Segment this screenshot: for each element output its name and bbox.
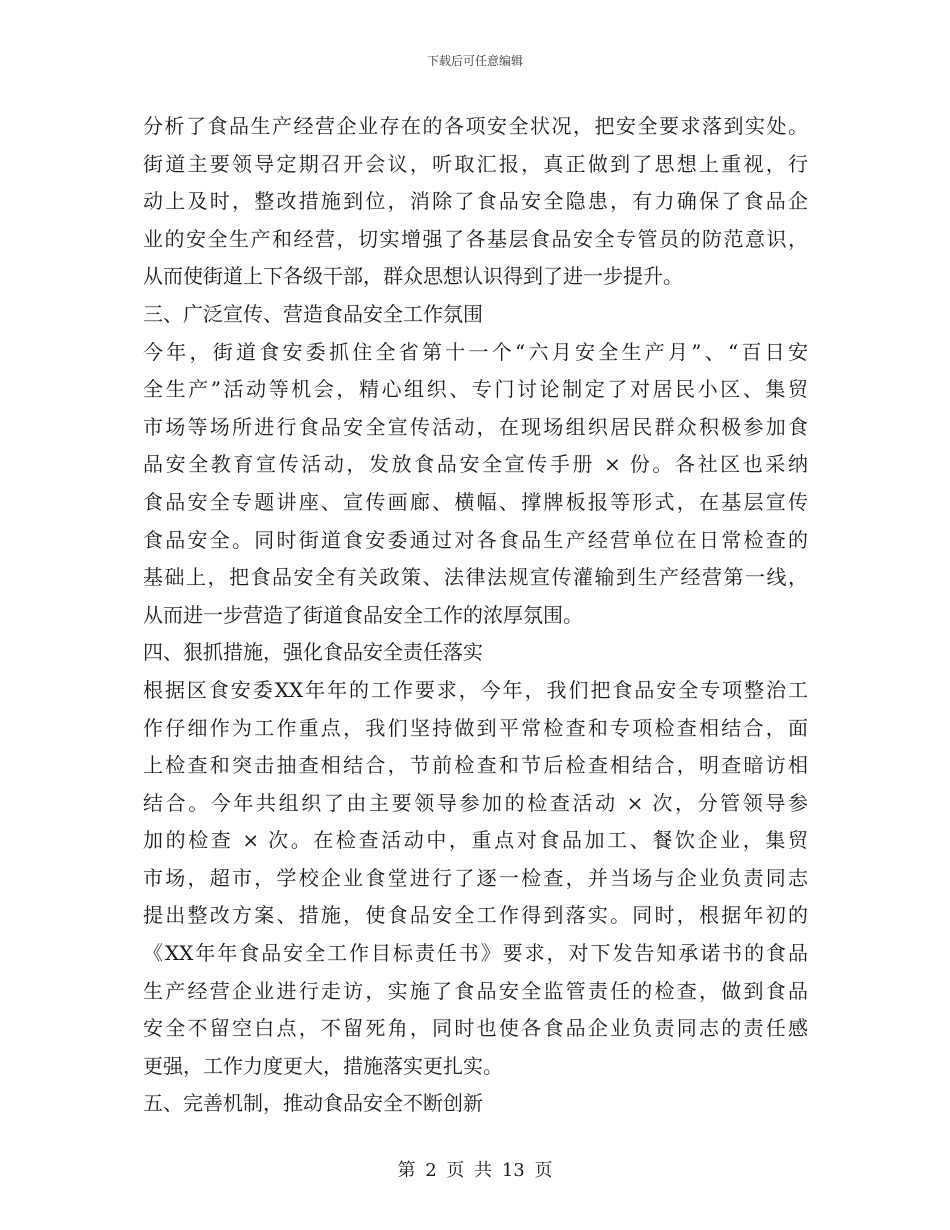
text-line: 食品安全。同时街道食安委通过对各食品生产经营单位在日常检查的 [143,527,808,552]
page-number: 第 2 页 共 13 页 [397,1160,553,1181]
section-heading: 四、狠抓措施，强化食品安全责任落实 [143,640,483,665]
section-heading: 三、广泛宣传、营造食品安全工作氛围 [143,301,483,326]
text-line: 加的检查 × 次。在检查活动中，重点对食品加工、餐饮企业，集贸 [143,828,808,853]
text-line: 更强，工作力度更大，措施落实更扎实。 [143,1053,503,1078]
text-line: 从而进一步营造了街道食品安全工作的浓厚氛围。 [143,602,583,627]
text-line: 分析了食品生产经营企业存在的各项安全状况，把安全要求落到实处。 [143,114,808,138]
text-line: 从而使街道上下各级干部，群众思想认识得到了进一步提升。 [143,264,683,289]
text-line: 安全不留空白点，不留死角，同时也使各食品企业负责同志的责任感 [143,1016,808,1041]
text-line: 食品安全专题讲座、宣传画廊、横幅、撑牌板报等形式，在基层宣传 [143,489,808,514]
text-line: 业的安全生产和经营，切实增强了各基层食品安全专管员的防范意识， [143,226,808,251]
page-header: 下载后可任意编辑 [426,54,523,68]
text-line: 提出整改方案、措施，使食品安全工作得到落实。同时，根据年初的 [143,903,808,928]
text-line: 生产经营企业进行走访，实施了食品安全监管责任的检查，做到食品 [143,978,808,1003]
text-line: 全生产”活动等机会，精心组织、专门讨论制定了对居民小区、集贸 [143,377,808,402]
text-line: 市场等场所进行食品安全宣传活动，在现场组织居民群众积极参加食 [143,414,808,439]
text-line: 市场，超市，学校企业食堂进行了逐一检查，并当场与企业负责同志 [143,865,808,890]
text-line: 动上及时，整改措施到位，消除了食品安全隐患，有力确保了食品企 [143,189,808,214]
text-line: 基础上，把食品安全有关政策、法律法规宣传灌输到生产经营第一线， [143,565,808,590]
text-line: 今年，街道食安委抓住全省第十一个“六月安全生产月”、“百日安 [143,339,808,364]
text-line: 根据区食安委XX年年的工作要求，今年，我们把食品安全专项整治工 [143,677,808,702]
text-line: 《XX年年食品安全工作目标责任书》要求，对下发告知承诺书的食品 [143,941,808,966]
document-body [143,108,808,1123]
text-line: 品安全教育宣传活动，发放食品安全宣传手册 × 份。各社区也采纳 [143,452,808,477]
section-heading: 五、完善机制，推动食品安全不断创新 [143,1091,483,1116]
text-line: 结合。今年共组织了由主要领导参加的检查活动 × 次，分管领导参 [143,790,808,815]
text-line: 街道主要领导定期召开会议，听取汇报，真正做到了思想上重视，行 [143,151,808,176]
text-line: 上检查和突击抽查相结合，节前检查和节后检查相结合，明查暗访相 [143,753,808,778]
text-line: 作仔细作为工作重点，我们坚持做到平常检查和专项检查相结合，面 [143,715,808,740]
